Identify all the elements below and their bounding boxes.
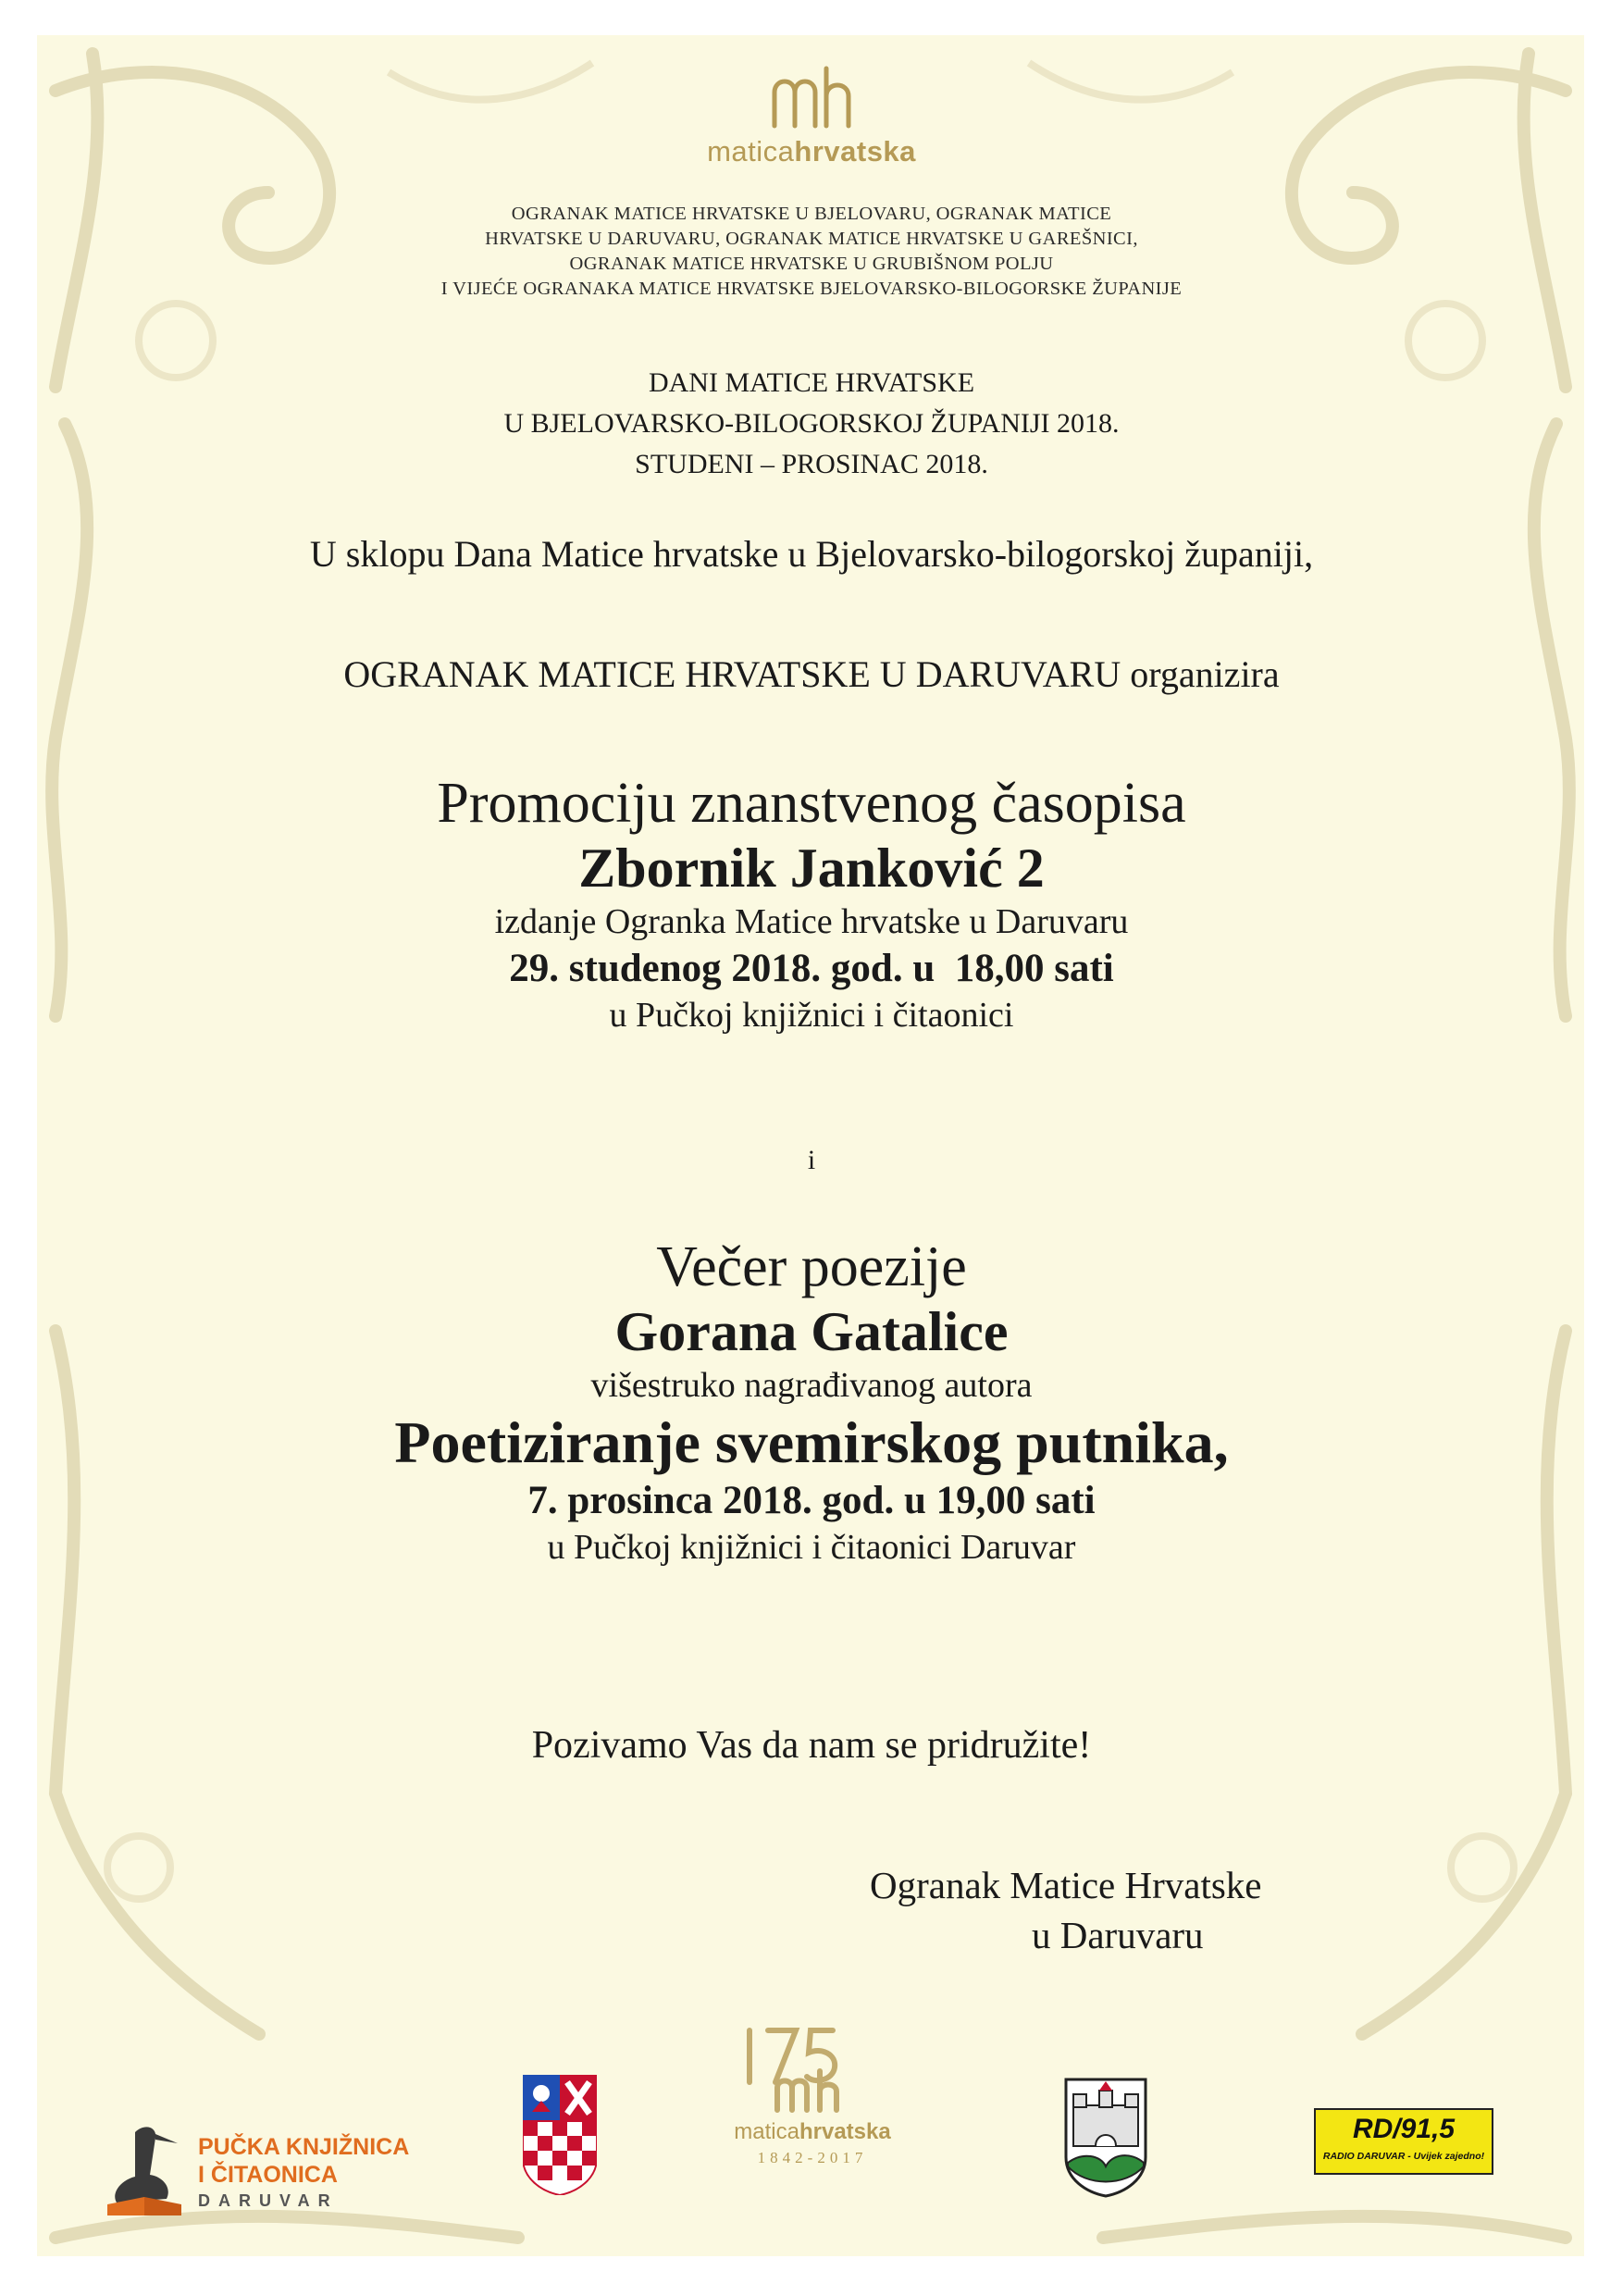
anniversary-word-bold: hrvatska bbox=[799, 2119, 891, 2144]
radio-logo-main: RD/91,5 bbox=[1352, 2114, 1456, 2144]
logo-word-bold: hrvatska bbox=[794, 135, 916, 168]
organizer-verb: organizira bbox=[1130, 653, 1280, 695]
library-line1: PUČKA KNJIŽNICA bbox=[198, 2134, 410, 2160]
event-promotion bbox=[0, 770, 1623, 1038]
matica-hrvatska-monogram-icon bbox=[765, 65, 858, 130]
radio-daruvar-logo bbox=[1314, 2108, 1493, 2175]
library-stork-logo-icon bbox=[98, 2119, 191, 2221]
days-line: U BJELOVARSKO-BILOGORSKOJ ŽUPANIJI 2018. bbox=[503, 408, 1120, 439]
event2-subtitle: višestruko nagrađivanog autora bbox=[590, 1366, 1033, 1405]
event2-title: Gorana Gatalice bbox=[614, 1301, 1009, 1362]
organizer-name: OGRANAK MATICE HRVATSKE U DARUVARU bbox=[343, 653, 1121, 695]
organizers-line: I VIJEĆE OGRANAKA MATICE HRVATSKE BJELOVARSKO-BILOGORSKE ŽUPANIJE bbox=[440, 279, 1183, 299]
event2-datetime: 7. prosinca 2018. god. u 19,00 sati bbox=[527, 1479, 1096, 1522]
event2-place: u Pučkoj knjižnici i čitaonici Daruvar bbox=[547, 1528, 1076, 1567]
logo-word-light: matica bbox=[707, 135, 795, 168]
anniversary-175-logo-icon bbox=[722, 2017, 907, 2119]
days-line: STUDENI – PROSINAC 2018. bbox=[635, 449, 988, 479]
radio-logo-slogan: RADIO DARUVAR - Uvijek zajedno! bbox=[1322, 2151, 1485, 2162]
event1-place: u Pučkoj knjižnici i čitaonici bbox=[609, 996, 1014, 1035]
event2-heading: Večer poezije bbox=[656, 1235, 967, 1298]
daruvar-coat-of-arms-icon bbox=[1064, 2078, 1147, 2198]
signature-block bbox=[870, 1860, 1262, 1960]
intro-text: U sklopu Dana Matice hrvatske u Bjelovarsko-bilogorskoj županiji, bbox=[309, 533, 1314, 575]
anniversary-years: 1842-2017 bbox=[757, 2149, 868, 2166]
anniversary-logo-text bbox=[701, 2119, 923, 2145]
event2-work: Poetiziranje svemirskog putnika, bbox=[394, 1409, 1229, 1475]
signature-line1: Ogranak Matice Hrvatske bbox=[870, 1864, 1262, 1906]
event-poetry-evening bbox=[0, 1234, 1623, 1570]
days-line: DANI MATICE HRVATSKE bbox=[648, 367, 975, 398]
library-town: DARUVAR bbox=[198, 2191, 339, 2210]
event1-subtitle: izdanje Ogranka Matice hrvatske u Daruvaru bbox=[494, 902, 1129, 941]
signature-line2: u Daruvaru bbox=[1032, 1914, 1204, 1956]
matica-hrvatska-logo-text bbox=[0, 135, 1623, 168]
organizer-statement bbox=[0, 652, 1623, 696]
organizers-line: HRVATSKE U DARUVARU, OGRANAK MATICE HRVATSKE U GAREŠNICI, bbox=[485, 229, 1138, 249]
library-line2: I ČITAONICA bbox=[198, 2162, 338, 2188]
organizers-heading bbox=[0, 202, 1623, 302]
conjunction: i bbox=[807, 1145, 816, 1175]
event1-title: Zbornik Janković 2 bbox=[578, 838, 1045, 899]
anniversary-word-light: matica bbox=[734, 2119, 799, 2144]
event1-datetime: 29. studenog 2018. god. u 18,00 sati bbox=[509, 947, 1114, 990]
invitation-text: Pozivamo Vas da nam se pridružite! bbox=[531, 1724, 1092, 1767]
organizers-line: OGRANAK MATICE HRVATSKE U BJELOVARU, OGRANAK MATICE bbox=[511, 204, 1112, 224]
library-name bbox=[198, 2133, 409, 2189]
organizers-line: OGRANAK MATICE HRVATSKE U GRUBIŠNOM POLJU bbox=[569, 254, 1054, 274]
county-coat-of-arms-icon bbox=[523, 2075, 597, 2195]
event-series-heading bbox=[0, 363, 1623, 485]
event1-heading: Promociju znanstvenog časopisa bbox=[437, 772, 1186, 835]
